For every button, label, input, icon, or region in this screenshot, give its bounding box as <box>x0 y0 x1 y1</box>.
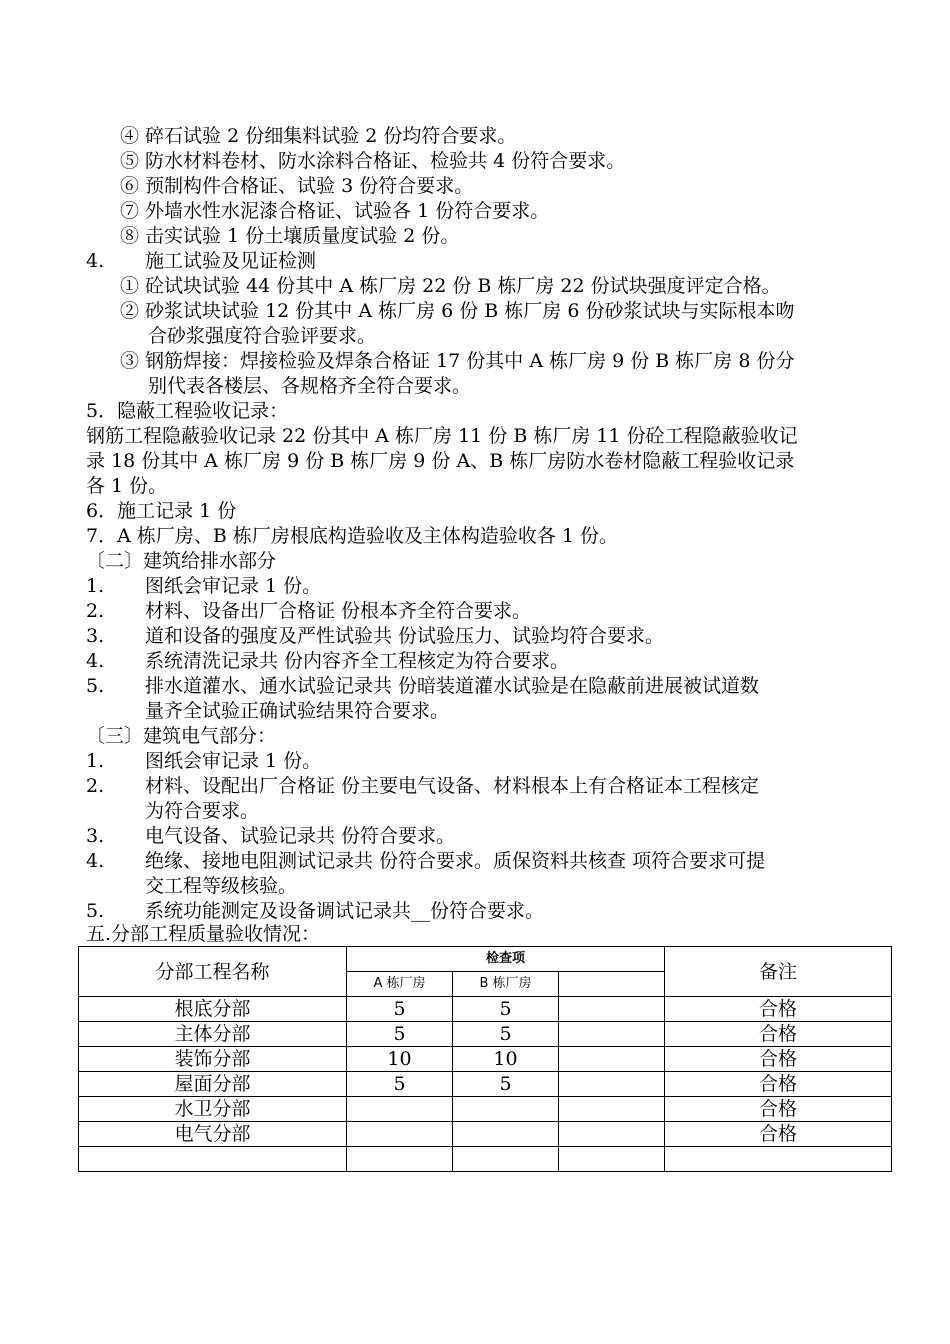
row-note: 合格 <box>665 1047 892 1072</box>
list-number: 1. <box>86 575 105 597</box>
text-line: 6．施工记录 1 份 <box>86 500 237 522</box>
text-line: 道和设备的强度及严性试验共 份试验压力、试验均符合要求。 <box>145 625 665 647</box>
row-note: 合格 <box>665 997 892 1022</box>
row-c <box>559 1147 665 1172</box>
row-c <box>559 1097 665 1122</box>
text-line: 录 18 份其中 A 栋厂房 9 份 B 栋厂房 9 份 A、B 栋厂房防水卷材隐蔽工程验收记录 <box>86 450 795 472</box>
text-line: ③ 钢筋焊接：焊接检验及焊条合格证 17 份其中 A 栋厂房 9 份 B 栋厂房 8 份分 <box>120 350 795 372</box>
header-empty <box>559 972 665 997</box>
list-number: 3. <box>86 625 105 647</box>
list-number: 2. <box>86 775 105 797</box>
text-line: ④ 碎石试验 2 份细集料试验 2 份均符合要求。 <box>120 125 517 147</box>
text-line: 系统功能测定及设备调试记录共__份符合要求。 <box>145 900 545 922</box>
row-a: 5 <box>347 1022 453 1047</box>
text-line: 材料、设配出厂合格证 份主要电气设备、材料根本上有合格证本工程核定 <box>145 775 760 797</box>
text-line: 交工程等级核验。 <box>145 875 298 897</box>
row-name <box>79 1147 347 1172</box>
row-a <box>347 1097 453 1122</box>
row-note: 合格 <box>665 1072 892 1097</box>
list-number: 1. <box>86 750 105 772</box>
text-line: ② 砂浆试块试验 12 份其中 A 栋厂房 6 份 B 栋厂房 6 份砂浆试块与实际根本吻 <box>120 300 795 322</box>
header-note: 备注 <box>665 947 892 997</box>
header-a: A 栋厂房 <box>347 972 453 997</box>
row-c <box>559 1122 665 1147</box>
table-row <box>79 1047 892 1072</box>
row-b: 5 <box>453 997 559 1022</box>
header-name: 分部工程名称 <box>79 947 347 997</box>
row-name: 水卫分部 <box>79 1097 347 1122</box>
list-number: 4. <box>86 850 105 872</box>
text-line: 图纸会审记录 1 份。 <box>145 575 322 597</box>
list-number: 5. <box>86 675 105 697</box>
header-b: B 栋厂房 <box>453 972 559 997</box>
row-a: 10 <box>347 1047 453 1072</box>
text-line: 施工试验及见证检测 <box>145 250 317 272</box>
row-c <box>559 997 665 1022</box>
list-number: 3. <box>86 825 105 847</box>
row-b: 10 <box>453 1047 559 1072</box>
table-row <box>79 1122 892 1147</box>
row-note: 合格 <box>665 1122 892 1147</box>
text-line: 系统清洗记录共 份内容齐全工程核定为符合要求。 <box>145 650 570 672</box>
text-line: 各 1 份。 <box>86 475 168 497</box>
table-row <box>79 997 892 1022</box>
row-name: 主体分部 <box>79 1022 347 1047</box>
row-name: 根底分部 <box>79 997 347 1022</box>
text-line: 5．隐蔽工程验收记录： <box>86 400 289 422</box>
list-number: 4. <box>86 650 105 672</box>
list-number: 2. <box>86 600 105 622</box>
text-line: 钢筋工程隐蔽验收记录 22 份其中 A 栋厂房 11 份 B 栋厂房 11 份砼工程隐蔽验收记 <box>86 425 798 447</box>
row-a <box>347 1147 453 1172</box>
text-line: ⑥ 预制构件合格证、试验 3 份符合要求。 <box>120 175 474 197</box>
text-line: 图纸会审记录 1 份。 <box>145 750 322 772</box>
row-b <box>453 1097 559 1122</box>
text-line: ① 砼试块试验 44 份其中 A 栋厂房 22 份 B 栋厂房 22 份试块强度评定合格。 <box>120 275 781 297</box>
row-b: 5 <box>453 1072 559 1097</box>
header-check: 检查项 <box>347 947 665 972</box>
table-row <box>79 1072 892 1097</box>
text-line: 为符合要求。 <box>145 800 260 822</box>
row-c <box>559 1047 665 1072</box>
row-c <box>559 1072 665 1097</box>
table-row <box>79 1022 892 1047</box>
row-name: 装饰分部 <box>79 1047 347 1072</box>
row-note: 合格 <box>665 1022 892 1047</box>
acceptance-table <box>78 946 892 1172</box>
row-b: 5 <box>453 1022 559 1047</box>
row-name: 屋面分部 <box>79 1072 347 1097</box>
text-line: 电气设备、试验记录共 份符合要求。 <box>145 825 456 847</box>
text-line: 别代表各楼层、各规格齐全符合要求。 <box>148 375 472 397</box>
row-b <box>453 1122 559 1147</box>
section-heading: 五.分部工程质量验收情况： <box>86 923 321 945</box>
row-a: 5 <box>347 997 453 1022</box>
text-line: 合砂浆强度符合验评要求。 <box>148 325 377 347</box>
table-row <box>79 1097 892 1122</box>
row-a <box>347 1122 453 1147</box>
section-heading: 〔二〕建筑给排水部分 <box>86 550 277 572</box>
row-a: 5 <box>347 1072 453 1097</box>
row-name: 电气分部 <box>79 1122 347 1147</box>
table-row <box>79 1147 892 1172</box>
row-note: 合格 <box>665 1097 892 1122</box>
list-number: 5. <box>86 900 105 922</box>
text-line: ⑧ 击实试验 1 份土壤质量度试验 2 份。 <box>120 225 460 247</box>
section-heading: 〔三〕建筑电气部分： <box>86 725 277 747</box>
text-line: 排水道灌水、通水试验记录共 份暗装道灌水试验是在隐蔽前进展被试道数 <box>145 675 760 697</box>
list-number: 4. <box>86 250 105 272</box>
row-note <box>665 1147 892 1172</box>
text-line: 材料、设备出厂合格证 份根本齐全符合要求。 <box>145 600 532 622</box>
text-line: ⑤ 防水材料卷材、防水涂料合格证、检验共 4 份符合要求。 <box>120 150 626 172</box>
text-line: 7．A 栋厂房、B 栋厂房根底构造验收及主体构造验收各 1 份。 <box>86 525 619 547</box>
text-line: ⑦ 外墙水性水泥漆合格证、试验各 1 份符合要求。 <box>120 200 550 222</box>
text-line: 绝缘、接地电阻测试记录共 份符合要求。质保资料共核查 项符合要求可提 <box>145 850 766 872</box>
row-b <box>453 1147 559 1172</box>
text-line: 量齐全试验正确试验结果符合要求。 <box>145 700 450 722</box>
row-c <box>559 1022 665 1047</box>
